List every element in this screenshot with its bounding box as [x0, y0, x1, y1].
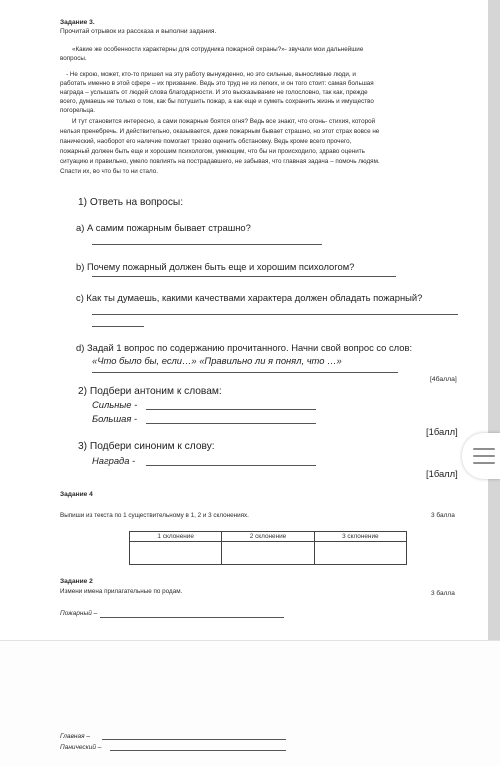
answer-line-1b[interactable]: [92, 276, 396, 277]
question1c: c) Как ты думаешь, какими качествами характера должен обладать пожарный?: [76, 292, 423, 303]
answer-line-main[interactable]: [102, 739, 286, 740]
question1-heading: 1) Ответь на вопросы:: [78, 197, 184, 208]
question1d-line2: «Что было бы, если…» «Правильно ли я понял, что …»: [92, 355, 342, 366]
answer-line-1c-1[interactable]: [92, 314, 458, 315]
task4-instruction: Выпиши из текста по 1 существительному в 1, 2 и 3 склонениях.: [60, 512, 249, 519]
scroll-menu-button[interactable]: [462, 433, 500, 479]
paragraph1-line2: вопросы.: [60, 55, 87, 62]
paragraph3-line6: Спасти их, во что бы то ни стало.: [60, 168, 158, 175]
adjective-main: Главная –: [60, 733, 91, 740]
header-declension-1: 1 склонение: [130, 532, 222, 542]
synonym-word-reward: Награда -: [92, 455, 136, 466]
task3-instruction: Прочитай отрывок из рассказа и выполни задания.: [60, 28, 217, 35]
answer-line-antonym-2[interactable]: [146, 423, 316, 424]
paragraph3-line2: нельзя пренебречь. И действительно, оказывается, даже пожарным бывает страшно, но этот страх вовсе не: [60, 128, 380, 135]
task2-score: 3 балла: [431, 590, 455, 597]
task4-title: Задание 4: [60, 491, 93, 498]
menu-bar-top: [473, 448, 495, 450]
answer-line-1c-2[interactable]: [92, 326, 144, 327]
paragraph2-line3: награда – услышать от людей слова благодарности. И это высказывание не голословно, так как, прежде: [60, 89, 368, 96]
paragraph3-line5: ситуацию и правильно, умело повлиять на пострадавшего, не забывая, что главная задача – помочь людям.: [60, 158, 380, 165]
table-answer-row: [130, 542, 407, 565]
task3-title: Задание 3.: [60, 19, 95, 26]
cell-declension-3[interactable]: [314, 542, 406, 565]
task2-instruction: Измени имена прилагательные по родам.: [60, 588, 183, 595]
paragraph1-line1: «Какие же особенности характерны для сотрудника пожарной охраны?»- звучали мои дальнейшие: [72, 46, 364, 53]
header-declension-3: 3 склонение: [314, 532, 406, 542]
cell-declension-2[interactable]: [222, 542, 314, 565]
header-declension-2: 2 склонение: [222, 532, 314, 542]
paragraph2-line2: работать именно в этой сфере – их призвание. Ведь это труд не из легких, и он того стоит: самая большая: [60, 80, 374, 87]
question1a: a) А самим пожарным бывает страшно?: [76, 222, 251, 233]
cell-declension-1[interactable]: [130, 542, 222, 565]
menu-bar-bottom: [473, 462, 495, 464]
table-header-row: [130, 532, 407, 542]
score-1-point-a: [1балл]: [426, 426, 458, 437]
page-divider: [0, 640, 500, 641]
question1b: b) Почему пожарный должен быть еще и хорошим психологом?: [76, 261, 355, 272]
task4-score: 3 балла: [431, 512, 455, 519]
paragraph2-line1: - Не скрою, может, кто-то пришел на эту работу вынужденно, но это сильные, выносливые люди, и: [66, 71, 356, 78]
paragraph3-line4: пожарный должен быть еще и хорошим психологом, умеющим, что бы ни происходило, здраво оценить: [60, 148, 365, 155]
answer-line-panic[interactable]: [110, 750, 286, 751]
declension-table: [129, 531, 407, 565]
scrollbar-track[interactable]: [488, 0, 500, 640]
task2-title: Задание 2: [60, 578, 93, 585]
answer-line-1a[interactable]: [92, 244, 322, 245]
paragraph3-line3: панический, наоборот его наличие помогает трезво оценить обстановку. Ведь кроме всего прочего,: [60, 138, 352, 145]
question2-heading: 2) Подбери антоним к словам:: [78, 386, 222, 397]
antonym-word-strong: Сильные -: [92, 399, 138, 410]
menu-bar-middle: [473, 455, 495, 457]
question3-heading: 3) Подбери синоним к слову:: [78, 441, 215, 452]
score-4-points: [4балла]: [430, 376, 457, 383]
answer-line-1d[interactable]: [92, 372, 398, 373]
adjective-panic: Панический –: [60, 744, 102, 751]
answer-line-antonym-1[interactable]: [146, 409, 316, 410]
adjective-firefighter: Пожарный –: [60, 610, 98, 617]
score-1-point-b: [1балл]: [426, 468, 458, 479]
antonym-word-big: Большая -: [92, 413, 138, 424]
paragraph2-line4: всего, думаешь не только о том, как бы потушить пожар, а как еще и суметь сохранить жизнь и имущество: [60, 98, 374, 105]
paragraph2-line5: погорельца.: [60, 107, 96, 114]
answer-line-synonym[interactable]: [146, 465, 316, 466]
paragraph3-line1: И тут становится интересно, а сами пожарные боятся огня? Ведь все знают, что огонь- стихия, которой: [72, 118, 376, 125]
answer-line-firefighter[interactable]: [100, 617, 284, 618]
question1d-line1: d) Задай 1 вопрос по содержанию прочитанного. Начни свой вопрос со слов:: [76, 342, 413, 353]
